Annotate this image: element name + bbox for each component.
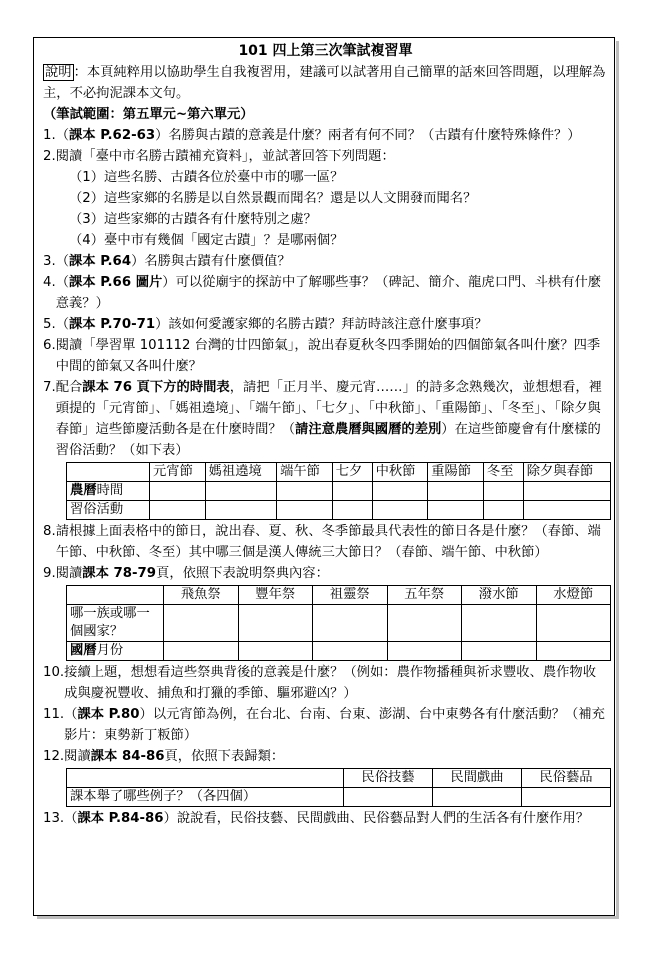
table-header-cell: 媽祖遶境 (205, 463, 276, 482)
page-shadow-bottom (37, 916, 619, 919)
table-header-cell: 祖靈祭 (313, 586, 388, 605)
table-row-label: 國曆月份 (67, 642, 164, 661)
table-row (67, 769, 611, 788)
table-header-cell: 民俗藝品 (522, 769, 611, 788)
question-8: 8. 請根據上面表格中的節日，說出春、夏、秋、冬季節最具代表性的節日各是什麼？（春節、端午節、中秋節、冬至）其中哪三個是漢人傳統三大節日？（春節、端午節、中秋節） (43, 524, 601, 560)
table-header-cell: 民俗技藝 (344, 769, 433, 788)
table-header-cell: 豐年祭 (238, 586, 313, 605)
intro-text: ：本頁純粹用以協助學生自我複習用，建議可以試著用自己簡單的話來回答問題，以理解為主，不必拘泥課本文句。 (43, 65, 606, 101)
question-7: 7. 配合課本 76 頁下方的時間表，請把「正月半、慶元宵……」的詩多念熟幾次，並想想看，裡頭提的「元宵節」、「媽祖遶境」、「端午節」、「七夕」、「中秋節」、「重陽節」、「冬至」、「除夕與春節」這些節慶活動各是在什麼時間？（請注意農曆與國曆的差別）在這些節慶會有什麼樣的習俗活動？（如下表） (43, 380, 603, 458)
table-row-label: 哪一族或哪一個國家？ (67, 605, 164, 642)
question-10: 10. 接續上題，想想看這些祭典背後的意義是什麼？（例如：農作物播種與祈求豐收、農作物收成與慶祝豐收、捕魚和打獵的季節、驅邪避凶？） (43, 665, 597, 701)
question-2-sub-1: （1）這些名勝、古蹟各位於臺中市的哪一區？ (69, 170, 344, 185)
page-shadow-right (616, 41, 619, 919)
question-12: 12. 閱讀課本 84-86頁，依照下表歸類： (43, 749, 285, 764)
worksheet-page (33, 37, 615, 916)
table-header-cell: 中秋節 (372, 463, 428, 482)
table-header-cell: 重陽節 (428, 463, 484, 482)
table-row (67, 501, 611, 520)
table-row (67, 482, 611, 501)
question-2-sub-3: （3）這些家鄉的古蹟各有什麼特別之處？ (69, 212, 317, 227)
worksheet-title: 101 四上第三次筆試複習單 (238, 43, 413, 59)
intro-paragraph (43, 62, 608, 104)
folk-arts-table (66, 768, 611, 807)
question-4: 4. （課本 P.66 圖片）可以從廟宇的探訪中了解哪些事？（碑記、簡介、龍虎口門、斗栱有什麼意義？） (43, 275, 602, 311)
table-header-cell: 冬至 (483, 463, 523, 482)
table-row (67, 642, 611, 661)
question-1: 1. （課本 P.62-63）名勝與古蹟的意義是什麼？兩者有何不同？（古蹟有什麼特殊條件？） (43, 128, 581, 143)
table-cell (67, 463, 150, 482)
table-header-cell: 七夕 (332, 463, 372, 482)
question-3: 3. （課本 P.64）名勝與古蹟有什麼價值？ (43, 254, 291, 269)
table-row-label: 農曆時間 (67, 482, 150, 501)
table-header-cell: 元宵節 (150, 463, 206, 482)
question-2: 2. 閱讀「臺中市名勝古蹟補充資料」，並試著回答下列問題： (43, 149, 395, 164)
question-5: 5. （課本 P.70-71）該如何愛護家鄉的名勝古蹟？拜訪時該注意什麼事項？ (43, 317, 488, 332)
table-header-cell: 水燈節 (536, 586, 611, 605)
table-header-cell: 飛魚祭 (164, 586, 239, 605)
table-row-label: 課本舉了哪些例子？（各四個） (67, 788, 344, 807)
question-9: 9. 閱讀課本 78-79頁，依照下表說明祭典內容： (43, 566, 329, 581)
table-header-cell: 潑水節 (462, 586, 537, 605)
question-11: 11. （課本 P.80）以元宵節為例，在台北、台南、台東、澎湖、台中東勢各有什麼活動？（補充影片：東勢新丁粄節） (43, 707, 605, 743)
table-row (67, 586, 611, 605)
table-header-cell: 端午節 (277, 463, 333, 482)
table-row (67, 463, 611, 482)
intro-label: 說明 (45, 65, 72, 80)
table-header-cell: 除夕與春節 (523, 463, 610, 482)
question-13: 13. （課本 P.84-86）說說看，民俗技藝、民間戲曲、民俗藝品對人們的生活各有什麼作用？ (43, 811, 590, 826)
table-header-cell: 民間戲曲 (433, 769, 522, 788)
question-2-sub-4: （4）臺中市有幾個「國定古蹟」？是哪兩個？ (69, 233, 344, 248)
table-cell (67, 586, 164, 605)
question-6: 6. 閱讀「學習單 101112 台灣的廿四節氣」，說出春夏秋冬四季開始的四個節氣各叫什麼？四季中間的節氣又各叫什麼？ (43, 338, 601, 374)
exam-range: （筆試範圍：第五單元~第六單元） (43, 107, 254, 122)
table-row (67, 788, 611, 807)
table-header-cell: 五年祭 (387, 586, 462, 605)
ceremony-table (66, 585, 611, 661)
table-row (67, 605, 611, 642)
table-row-label: 習俗活動 (67, 501, 150, 520)
question-2-sub-2: （2）這些家鄉的名勝是以自然景觀而聞名？還是以人文開發而聞名？ (69, 191, 477, 206)
festival-table (66, 462, 611, 520)
table-cell (67, 769, 344, 788)
